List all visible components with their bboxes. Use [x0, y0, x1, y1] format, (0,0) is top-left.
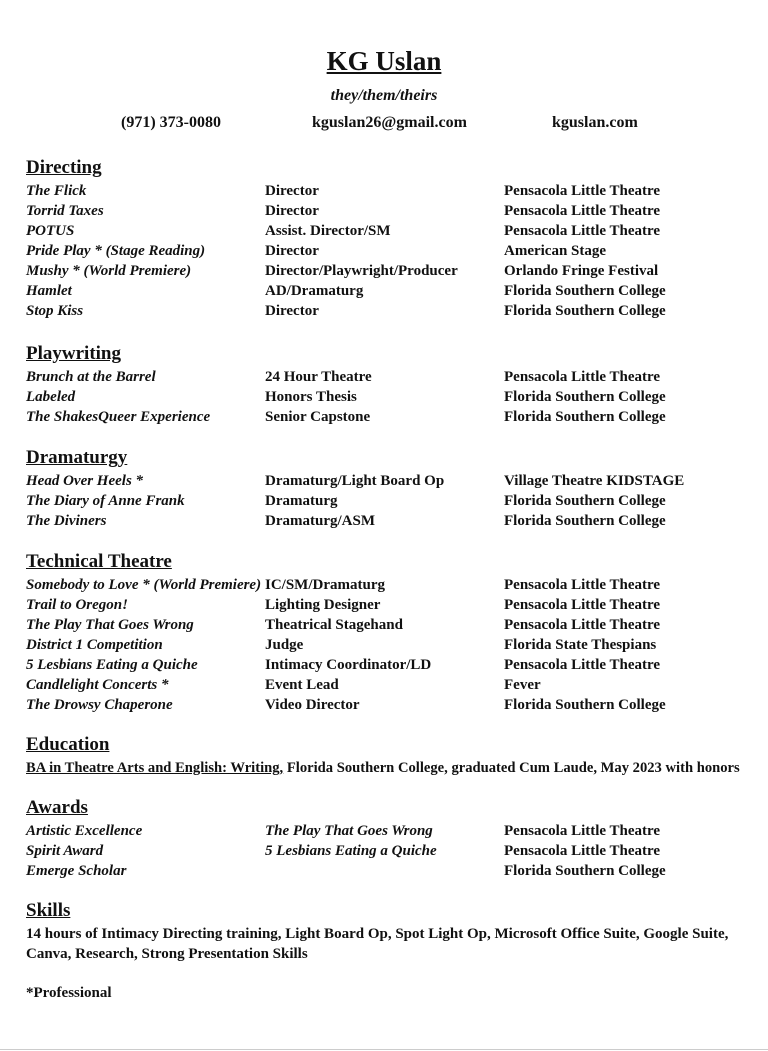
website-url: kguslan.com — [552, 114, 638, 131]
production-title: The Diary of Anne Frank — [26, 493, 185, 509]
role: IC/SM/Dramaturg — [265, 577, 385, 593]
venue: Pensacola Little Theatre — [504, 617, 661, 633]
credit-row — [26, 241, 761, 261]
venue: Pensacola Little Theatre — [504, 597, 661, 613]
credit-row — [26, 491, 761, 511]
production-title: POTUS — [26, 223, 75, 239]
venue: Orlando Fringe Festival — [504, 263, 659, 279]
award-row — [26, 861, 761, 881]
venue: Florida Southern College — [504, 513, 666, 529]
role: Director — [265, 183, 319, 199]
award-row — [26, 821, 761, 841]
role: Judge — [265, 637, 304, 653]
venue: Florida Southern College — [504, 303, 666, 319]
credit-row — [26, 181, 761, 201]
award-production: The Play That Goes Wrong — [265, 823, 433, 839]
section-heading: Technical Theatre — [26, 551, 172, 572]
credit-row — [26, 635, 761, 655]
venue: Florida Southern College — [504, 409, 666, 425]
role: Honors Thesis — [265, 389, 357, 405]
venue: Florida Southern College — [504, 863, 666, 879]
role: Director/Playwright/Producer — [265, 263, 458, 279]
credit-row — [26, 367, 761, 387]
page-bottom-divider — [0, 1049, 768, 1050]
production-title: The Play That Goes Wrong — [26, 617, 194, 633]
skills-text: 14 hours of Intimacy Directing training, Light Board Op, Spot Light Op, Microsoft Office Suite, Google Suite, Canva, Research, Strong Presentation Skills — [26, 926, 729, 962]
venue: Pensacola Little Theatre — [504, 223, 661, 239]
section-heading: Awards — [26, 797, 88, 818]
section-heading: Education — [26, 734, 110, 755]
dramaturgy-section — [26, 447, 761, 531]
role: Lighting Designer — [265, 597, 381, 613]
role: Dramaturg/ASM — [265, 513, 375, 529]
award-row — [26, 841, 761, 861]
award-production: 5 Lesbians Eating a Quiche — [265, 843, 437, 859]
production-title: Stop Kiss — [26, 303, 84, 319]
production-title: Trail to Oregon! — [26, 597, 128, 613]
venue: American Stage — [504, 243, 607, 259]
venue: Florida State Thespians — [504, 637, 657, 653]
credit-row — [26, 511, 761, 531]
playwriting-section — [26, 343, 761, 427]
role: 24 Hour Theatre — [265, 369, 372, 385]
role: Senior Capstone — [265, 409, 371, 425]
credit-row — [26, 201, 761, 221]
credit-row — [26, 655, 761, 675]
role: Director — [265, 303, 319, 319]
production-title: Brunch at the Barrel — [26, 369, 156, 385]
education-section — [26, 734, 761, 778]
production-title: The Flick — [26, 183, 87, 199]
production-title: Mushy * (World Premiere) — [26, 263, 192, 279]
production-title: Torrid Taxes — [26, 203, 104, 219]
credit-row — [26, 261, 761, 281]
production-title: Candlelight Concerts * — [26, 677, 169, 693]
award-name: Spirit Award — [26, 843, 104, 859]
section-heading: Directing — [26, 157, 102, 178]
section-heading: Dramaturgy — [26, 447, 128, 468]
degree-details: Florida Southern College, graduated Cum Laude, May 2023 with honors — [283, 760, 740, 776]
credit-row — [26, 675, 761, 695]
role: Dramaturg — [265, 493, 338, 509]
venue: Pensacola Little Theatre — [504, 843, 661, 859]
technical-theatre-section — [26, 551, 761, 715]
role: Director — [265, 243, 319, 259]
venue: Pensacola Little Theatre — [504, 369, 661, 385]
awards-section — [26, 797, 761, 881]
email-address: kguslan26@gmail.com — [312, 114, 467, 131]
credit-row — [26, 695, 761, 715]
production-title: Labeled — [26, 389, 76, 405]
credit-row — [26, 281, 761, 301]
production-title: Pride Play * (Stage Reading) — [26, 243, 206, 259]
phone-number: (971) 373-0080 — [121, 114, 221, 131]
venue: Florida Southern College — [504, 283, 666, 299]
role: Video Director — [265, 697, 360, 713]
venue: Pensacola Little Theatre — [504, 823, 661, 839]
production-title: 5 Lesbians Eating a Quiche — [26, 657, 198, 673]
venue: Pensacola Little Theatre — [504, 203, 661, 219]
credit-row — [26, 471, 761, 491]
production-title: Hamlet — [26, 283, 72, 299]
role: Theatrical Stagehand — [265, 617, 403, 633]
footnote: *Professional — [26, 985, 112, 1001]
venue: Pensacola Little Theatre — [504, 577, 661, 593]
degree: BA in Theatre Arts and English: Writing, — [26, 760, 284, 776]
credit-row — [26, 387, 761, 407]
credit-row — [26, 301, 761, 321]
role: Intimacy Coordinator/LD — [265, 657, 432, 673]
section-heading: Skills — [26, 900, 71, 921]
credit-row — [26, 615, 761, 635]
production-title: District 1 Competition — [26, 637, 163, 653]
award-name: Emerge Scholar — [26, 863, 127, 879]
role: Director — [265, 203, 319, 219]
production-title: The Drowsy Chaperone — [26, 697, 173, 713]
role: Assist. Director/SM — [265, 223, 391, 239]
skills-section — [26, 900, 761, 964]
venue: Village Theatre KIDSTAGE — [504, 473, 685, 489]
credit-row — [26, 221, 761, 241]
venue: Pensacola Little Theatre — [504, 657, 661, 673]
credit-row — [26, 595, 761, 615]
credit-row — [26, 407, 761, 427]
role: AD/Dramaturg — [265, 283, 364, 299]
credit-row — [26, 575, 761, 595]
production-title: The Diviners — [26, 513, 107, 529]
section-heading: Playwriting — [26, 343, 121, 364]
venue: Pensacola Little Theatre — [504, 183, 661, 199]
venue: Florida Southern College — [504, 697, 666, 713]
role: Dramaturg/Light Board Op — [265, 473, 445, 489]
production-title: Head Over Heels * — [26, 473, 144, 489]
pronouns: they/them/theirs — [330, 87, 438, 104]
directing-section — [26, 157, 761, 321]
venue: Fever — [504, 677, 541, 693]
venue: Florida Southern College — [504, 389, 666, 405]
role: Event Lead — [265, 677, 339, 693]
production-title: Somebody to Love * (World Premiere) — [26, 577, 262, 593]
education-entry — [26, 758, 761, 778]
resume-name: KG Uslan — [326, 46, 442, 76]
award-name: Artistic Excellence — [26, 823, 143, 839]
venue: Florida Southern College — [504, 493, 666, 509]
production-title: The ShakesQueer Experience — [26, 409, 211, 425]
